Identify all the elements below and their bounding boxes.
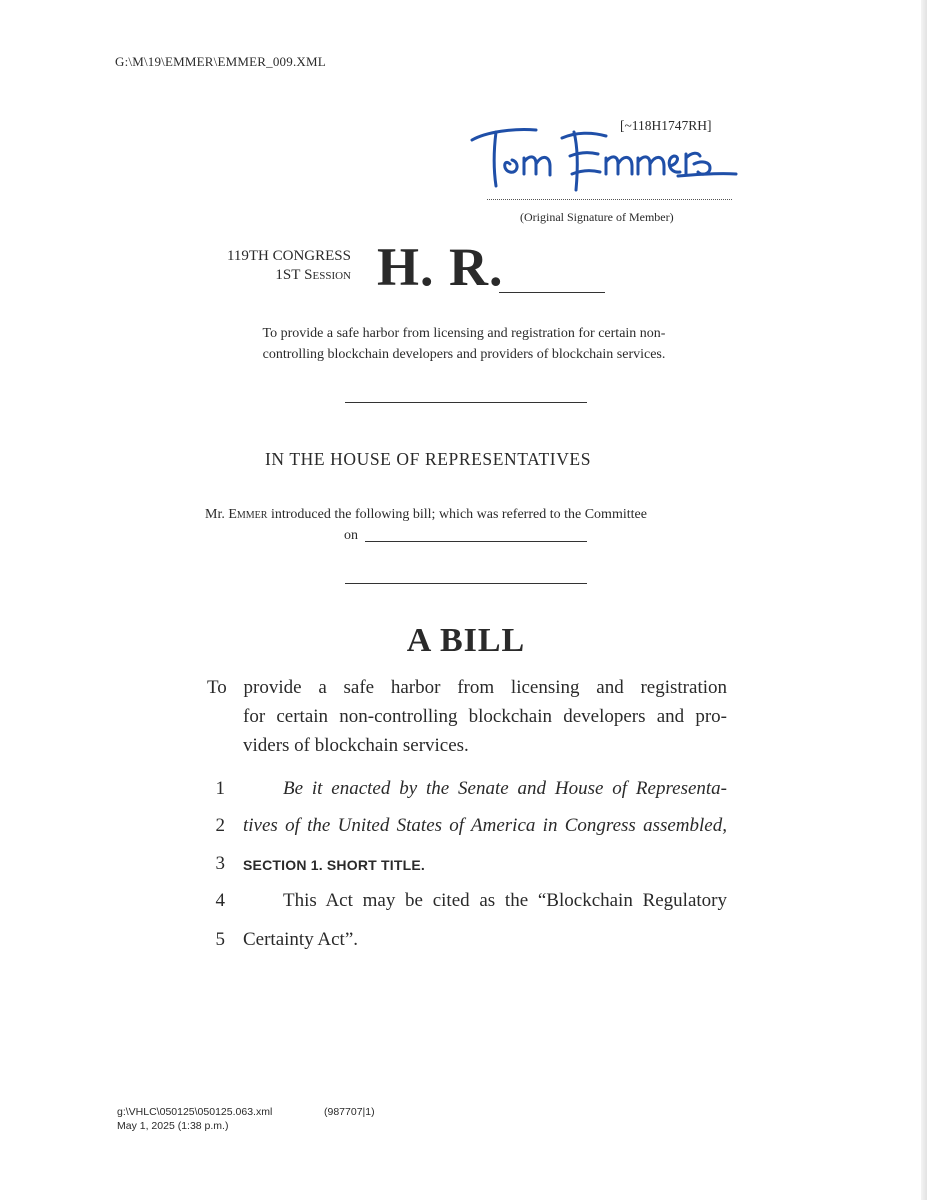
house-heading: IN THE HOUSE OF REPRESENTATIVES — [265, 449, 592, 469]
member-signature — [466, 118, 741, 196]
footer-id: (987707|1) — [324, 1106, 375, 1118]
congress-ordinal: 119 — [226, 248, 249, 264]
enacting-clause-line: Be it enacted by the Senate and House of Representa- — [283, 778, 727, 799]
congress-label: CONGRESS — [272, 248, 351, 264]
footer-date: May 1, 2025 (1:38 p.m.) — [117, 1120, 229, 1132]
bill-prefix: H. R. — [377, 237, 504, 297]
long-title-line: for certain non-controlling blockchain developers and pro- — [243, 706, 727, 727]
session-suffix: ST — [282, 267, 301, 283]
line-number: 4 — [215, 890, 225, 911]
line-number: 2 — [215, 815, 225, 836]
short-purpose-line: controlling blockchain developers and providers of blockchain services. — [262, 347, 666, 362]
divider — [345, 583, 587, 584]
line-number: 3 — [215, 853, 225, 874]
draft-id: [~118H1747RH] — [620, 118, 712, 133]
committee-blank — [365, 541, 587, 542]
session-ordinal: 1 — [275, 267, 283, 283]
signature-caption: (Original Signature of Member) — [520, 210, 674, 224]
bill-number-blank — [499, 292, 605, 293]
page-edge — [921, 0, 927, 1200]
congress-session — [199, 247, 351, 285]
short-purpose — [224, 323, 704, 365]
intro-member-name: Emmer — [228, 507, 268, 522]
bill-heading: A BILL — [406, 622, 526, 659]
file-path: G:\M\19\EMMER\EMMER_009.XML — [115, 54, 326, 69]
line-number: 1 — [215, 778, 225, 799]
signature-line — [487, 199, 732, 200]
divider — [345, 402, 587, 403]
congress-suffix: TH — [248, 248, 269, 264]
long-title-line: To provide a safe harbor from licensing and registration — [207, 677, 727, 698]
section-text-line: This Act may be cited as the “Blockchain Regulatory — [283, 890, 727, 911]
intro-on: on — [344, 528, 358, 543]
enacting-clause-line: tives of the United States of America in Congress assembled, — [243, 815, 727, 836]
introduction-line — [205, 507, 647, 523]
line-number: 5 — [215, 929, 225, 950]
session-label: Session — [304, 267, 351, 283]
section-text-line: Certainty Act”. — [243, 929, 359, 950]
long-title-line: viders of blockchain services. — [243, 735, 469, 756]
section-heading: SECTION 1. SHORT TITLE. — [243, 857, 425, 873]
intro-text: introduced the following bill; which was referred to the Committee — [270, 507, 647, 522]
footer-path: g:\VHLC\050125\050125.063.xml — [117, 1106, 273, 1118]
intro-title: Mr. — [205, 507, 225, 522]
short-purpose-line: To provide a safe harbor from licensing and registration for certain non- — [262, 326, 666, 341]
